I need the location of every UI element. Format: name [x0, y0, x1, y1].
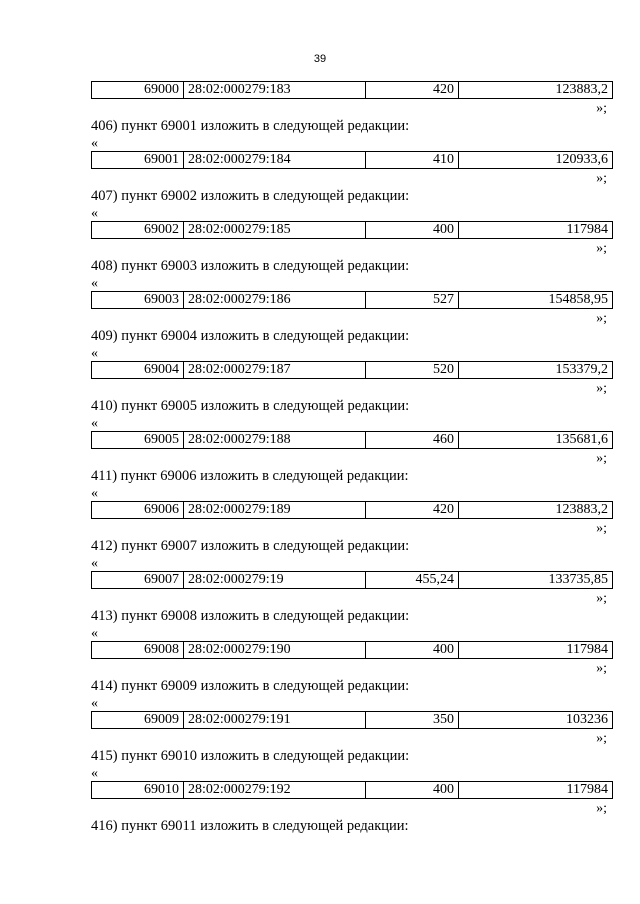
- table-row: [91, 221, 613, 239]
- item-number-cell: 69010: [92, 782, 184, 798]
- area-cell: 527: [366, 292, 459, 308]
- value-cell: 103236: [566, 712, 608, 727]
- table-row: [91, 361, 613, 379]
- opening-quote: «: [91, 416, 98, 431]
- opening-quote: «: [91, 556, 98, 571]
- closing-quote: »;: [596, 101, 607, 116]
- item-number-cell: 69001: [92, 152, 184, 168]
- amendment-block: [91, 361, 613, 431]
- area-cell: 350: [366, 712, 459, 728]
- cadastral-number-cell: 28:02:000279:191: [184, 712, 366, 728]
- amendment-block: [91, 431, 613, 501]
- opening-quote: «: [91, 136, 98, 151]
- amendment-block: [91, 641, 613, 711]
- opening-quote: «: [91, 206, 98, 221]
- item-number-cell: 69006: [92, 502, 184, 518]
- amendment-instruction: 406) пункт 69001 изложить в следующей редакции:: [91, 118, 410, 134]
- closing-quote: »;: [596, 801, 607, 816]
- item-number-cell: 69000: [92, 82, 184, 98]
- area-cell: 410: [366, 152, 459, 168]
- amendment-block: [91, 571, 613, 641]
- amendment-instruction: 415) пункт 69010 изложить в следующей редакции:: [91, 748, 410, 764]
- amendment-instruction: 414) пункт 69009 изложить в следующей редакции:: [91, 678, 410, 694]
- closing-quote: »;: [596, 311, 607, 326]
- amendment-instruction: 408) пункт 69003 изложить в следующей редакции:: [91, 258, 410, 274]
- table-row: [91, 781, 613, 799]
- value-cell: 154858,95: [548, 292, 608, 307]
- amendment-block: [91, 151, 613, 221]
- opening-quote: «: [91, 486, 98, 501]
- table-row: [91, 711, 613, 729]
- amendment-block: [91, 221, 613, 291]
- closing-quote: »;: [596, 591, 607, 606]
- amendment-block: [91, 81, 613, 151]
- cadastral-number-cell: 28:02:000279:183: [184, 82, 366, 98]
- cadastral-number-cell: 28:02:000279:186: [184, 292, 366, 308]
- area-cell: 420: [366, 82, 459, 98]
- opening-quote: «: [91, 696, 98, 711]
- amendment-block: [91, 291, 613, 361]
- item-number-cell: 69002: [92, 222, 184, 238]
- table-row: [91, 151, 613, 169]
- area-cell: 520: [366, 362, 459, 378]
- closing-quote: »;: [596, 381, 607, 396]
- cadastral-number-cell: 28:02:000279:185: [184, 222, 366, 238]
- table-row: [91, 431, 613, 449]
- table-row: [91, 81, 613, 99]
- cadastral-number-cell: 28:02:000279:187: [184, 362, 366, 378]
- opening-quote: «: [91, 346, 98, 361]
- document-body: [91, 81, 613, 851]
- area-cell: 400: [366, 782, 459, 798]
- value-cell: 133735,85: [548, 572, 608, 587]
- area-cell: 400: [366, 642, 459, 658]
- closing-quote: »;: [596, 521, 607, 536]
- area-cell: 400: [366, 222, 459, 238]
- closing-quote: »;: [596, 731, 607, 746]
- closing-quote: »;: [596, 171, 607, 186]
- cadastral-number-cell: 28:02:000279:190: [184, 642, 366, 658]
- amendment-instruction: 413) пункт 69008 изложить в следующей редакции:: [91, 608, 410, 624]
- amendment-instruction: 416) пункт 69011 изложить в следующей редакции:: [91, 818, 409, 834]
- amendment-instruction: 410) пункт 69005 изложить в следующей редакции:: [91, 398, 410, 414]
- item-number-cell: 69003: [92, 292, 184, 308]
- value-cell: 117984: [566, 642, 608, 657]
- value-cell: 135681,6: [555, 432, 608, 447]
- item-number-cell: 69008: [92, 642, 184, 658]
- table-row: [91, 641, 613, 659]
- area-cell: 460: [366, 432, 459, 448]
- closing-quote: »;: [596, 241, 607, 256]
- amendment-block: [91, 781, 613, 851]
- value-cell: 117984: [566, 222, 608, 237]
- value-cell: 117984: [566, 782, 608, 797]
- amendment-block: [91, 501, 613, 571]
- page-number: 39: [313, 53, 327, 65]
- amendment-instruction: 411) пункт 69006 изложить в следующей редакции:: [91, 468, 409, 484]
- opening-quote: «: [91, 276, 98, 291]
- table-row: [91, 291, 613, 309]
- amendment-instruction: 407) пункт 69002 изложить в следующей редакции:: [91, 188, 410, 204]
- amendment-instruction: 409) пункт 69004 изложить в следующей редакции:: [91, 328, 410, 344]
- item-number-cell: 69009: [92, 712, 184, 728]
- area-cell: 420: [366, 502, 459, 518]
- cadastral-number-cell: 28:02:000279:188: [184, 432, 366, 448]
- value-cell: 120933,6: [555, 152, 608, 167]
- closing-quote: »;: [596, 451, 607, 466]
- closing-quote: »;: [596, 661, 607, 676]
- table-row: [91, 571, 613, 589]
- table-row: [91, 501, 613, 519]
- item-number-cell: 69005: [92, 432, 184, 448]
- opening-quote: «: [91, 626, 98, 641]
- opening-quote: «: [91, 766, 98, 781]
- cadastral-number-cell: 28:02:000279:192: [184, 782, 366, 798]
- amendment-instruction: 412) пункт 69007 изложить в следующей редакции:: [91, 538, 410, 554]
- cadastral-number-cell: 28:02:000279:189: [184, 502, 366, 518]
- value-cell: 123883,2: [555, 82, 608, 97]
- item-number-cell: 69007: [92, 572, 184, 588]
- cadastral-number-cell: 28:02:000279:19: [184, 572, 366, 588]
- value-cell: 123883,2: [555, 502, 608, 517]
- cadastral-number-cell: 28:02:000279:184: [184, 152, 366, 168]
- area-cell: 455,24: [366, 572, 459, 588]
- item-number-cell: 69004: [92, 362, 184, 378]
- amendment-block: [91, 711, 613, 781]
- value-cell: 153379,2: [555, 362, 608, 377]
